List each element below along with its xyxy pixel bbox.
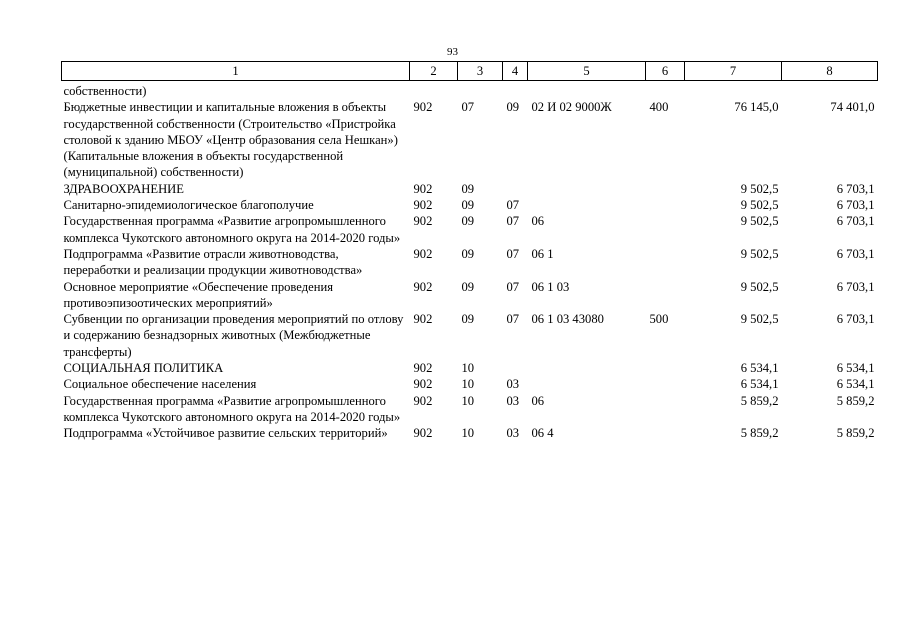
row-ministry-code: 902	[413, 312, 433, 327]
row-subsection-code: 03	[506, 426, 520, 441]
row-expense-type	[646, 197, 685, 213]
row-amount-2: 6 703,1	[836, 312, 875, 327]
row-amount-1: 76 145,0	[734, 100, 779, 115]
row-section-code: 10	[461, 377, 475, 392]
row-amount-1: 9 502,5	[740, 181, 779, 196]
header-row	[62, 62, 878, 81]
row-amount-1: 5 859,2	[740, 393, 779, 408]
table-row	[62, 311, 878, 360]
row-section-code: 09	[461, 198, 475, 213]
table-row	[62, 376, 878, 392]
row-expense-type	[646, 393, 685, 426]
row-expense-type	[646, 81, 685, 100]
table-row	[62, 99, 878, 180]
table-row	[62, 279, 878, 312]
row-name: Подпрограмма «Развитие отрасли животноводства, переработки и реализации продукции животноводства»	[63, 246, 363, 278]
row-ministry-code	[410, 81, 458, 100]
row-name: СОЦИАЛЬНАЯ ПОЛИТИКА	[63, 361, 224, 376]
row-target-code: 06	[531, 393, 545, 408]
page-number: 93	[447, 46, 458, 58]
row-amount-2: 6 703,1	[836, 246, 875, 261]
row-target-code	[528, 376, 646, 392]
row-ministry-code: 902	[413, 279, 433, 294]
table-row	[62, 181, 878, 197]
header-col-8: 8	[782, 62, 878, 81]
row-target-code	[528, 360, 646, 376]
row-subsection-code: 03	[506, 377, 520, 392]
row-ministry-code: 902	[413, 361, 433, 376]
row-ministry-code: 902	[413, 246, 433, 261]
row-amount-2: 6 703,1	[836, 181, 875, 196]
row-target-code: 06 1 03 43080	[531, 312, 604, 327]
row-section-code: 09	[461, 181, 475, 196]
row-target-code: 06	[531, 214, 545, 229]
row-section-code: 10	[461, 426, 475, 441]
row-ministry-code: 902	[413, 377, 433, 392]
row-section-code	[458, 81, 503, 100]
row-subsection-code: 07	[506, 198, 520, 213]
row-expense-type	[646, 376, 685, 392]
row-name: Бюджетные инвестиции и капитальные вложения в объекты государственной собственности (Строительство «Пристройка столовой к зданию МБОУ «Центр образования села Нешкан») (Капитальные вложения в объекты государственной (муниципальной) собственности)	[63, 100, 398, 180]
row-amount-2: 6 703,1	[836, 279, 875, 294]
row-amount-2: 5 859,2	[836, 426, 875, 441]
table-header	[62, 62, 878, 81]
row-section-code: 10	[461, 361, 475, 376]
row-expense-type	[646, 246, 685, 279]
table-row	[62, 81, 878, 100]
row-amount-2: 6 703,1	[836, 198, 875, 213]
table-row	[62, 213, 878, 246]
row-amount-2: 6 703,1	[836, 214, 875, 229]
row-target-code	[528, 197, 646, 213]
row-target-code	[528, 181, 646, 197]
row-subsection-code: 07	[506, 312, 520, 327]
row-section-code: 07	[461, 100, 475, 115]
row-ministry-code: 902	[413, 181, 433, 196]
row-name: Подпрограмма «Устойчивое развитие сельских территорий»	[63, 426, 388, 441]
row-section-code: 09	[461, 279, 475, 294]
row-amount-1: 6 534,1	[740, 361, 779, 376]
table-row	[62, 393, 878, 426]
header-col-7: 7	[685, 62, 782, 81]
row-section-code: 09	[461, 214, 475, 229]
row-target-code: 06 4	[531, 426, 554, 441]
row-expense-type	[646, 360, 685, 376]
row-subsection-code	[503, 81, 528, 100]
row-name: ЗДРАВООХРАНЕНИЕ	[63, 181, 184, 196]
row-expense-type	[646, 425, 685, 441]
header-col-4: 4	[503, 62, 528, 81]
row-section-code: 09	[461, 246, 475, 261]
row-section-code: 09	[461, 312, 475, 327]
row-target-code: 06 1	[531, 246, 554, 261]
row-amount-1: 5 859,2	[740, 426, 779, 441]
row-amount-1: 9 502,5	[740, 198, 779, 213]
row-amount-1: 9 502,5	[740, 246, 779, 261]
row-subsection-code	[503, 181, 528, 197]
header-col-3: 3	[458, 62, 503, 81]
row-ministry-code: 902	[413, 100, 433, 115]
row-expense-type: 400	[649, 100, 669, 115]
row-amount-1: 9 502,5	[740, 279, 779, 294]
row-expense-type	[646, 181, 685, 197]
row-name: Основное мероприятие «Обеспечение проведения противоэпизоотических мероприятий»	[63, 279, 333, 310]
table-row	[62, 425, 878, 441]
row-subsection-code: 07	[506, 279, 520, 294]
table-row	[62, 246, 878, 279]
row-ministry-code: 902	[413, 393, 433, 408]
table-row	[62, 197, 878, 213]
table-body	[62, 81, 878, 442]
row-expense-type	[646, 213, 685, 246]
row-ministry-code: 902	[413, 198, 433, 213]
row-name: Санитарно-эпидемиологическое благополучие	[63, 198, 314, 213]
row-amount-2: 6 534,1	[836, 377, 875, 392]
row-subsection-code: 07	[506, 246, 520, 261]
row-amount-2: 74 401,0	[830, 100, 875, 115]
row-ministry-code: 902	[413, 214, 433, 229]
row-amount-1	[685, 81, 782, 100]
row-amount-2: 5 859,2	[836, 393, 875, 408]
header-col-1: 1	[62, 62, 410, 81]
row-amount-1: 9 502,5	[740, 214, 779, 229]
table-row	[62, 360, 878, 376]
header-col-5: 5	[528, 62, 646, 81]
row-name: собственности)	[63, 84, 147, 98]
row-expense-type: 500	[649, 312, 669, 327]
row-target-code	[528, 81, 646, 100]
budget-table	[61, 61, 878, 442]
row-target-code: 02 И 02 9000Ж	[531, 100, 612, 115]
row-target-code: 06 1 03	[531, 279, 570, 294]
row-subsection-code: 03	[506, 393, 520, 408]
row-name: Государственная программа «Развитие агропромышленного комплекса Чукотского автономного округа на 2014-2020 годы»	[63, 393, 401, 424]
row-expense-type	[646, 279, 685, 312]
header-col-2: 2	[410, 62, 458, 81]
row-name: Государственная программа «Развитие агропромышленного комплекса Чукотского автономного округа на 2014-2020 годы»	[63, 214, 401, 245]
row-section-code: 10	[461, 393, 475, 408]
row-ministry-code: 902	[413, 426, 433, 441]
row-amount-2: 6 534,1	[836, 361, 875, 376]
row-name: Субвенции по организации проведения мероприятий по отлову и содержанию безнадзорных животных (Межбюджетные трансферты)	[63, 312, 404, 359]
row-amount-2	[782, 81, 878, 100]
row-amount-1: 6 534,1	[740, 377, 779, 392]
row-name: Социальное обеспечение населения	[63, 377, 257, 392]
row-subsection-code: 07	[506, 214, 520, 229]
row-subsection-code: 09	[506, 100, 520, 115]
header-col-6: 6	[646, 62, 685, 81]
row-subsection-code	[503, 360, 528, 376]
row-amount-1: 9 502,5	[740, 312, 779, 327]
